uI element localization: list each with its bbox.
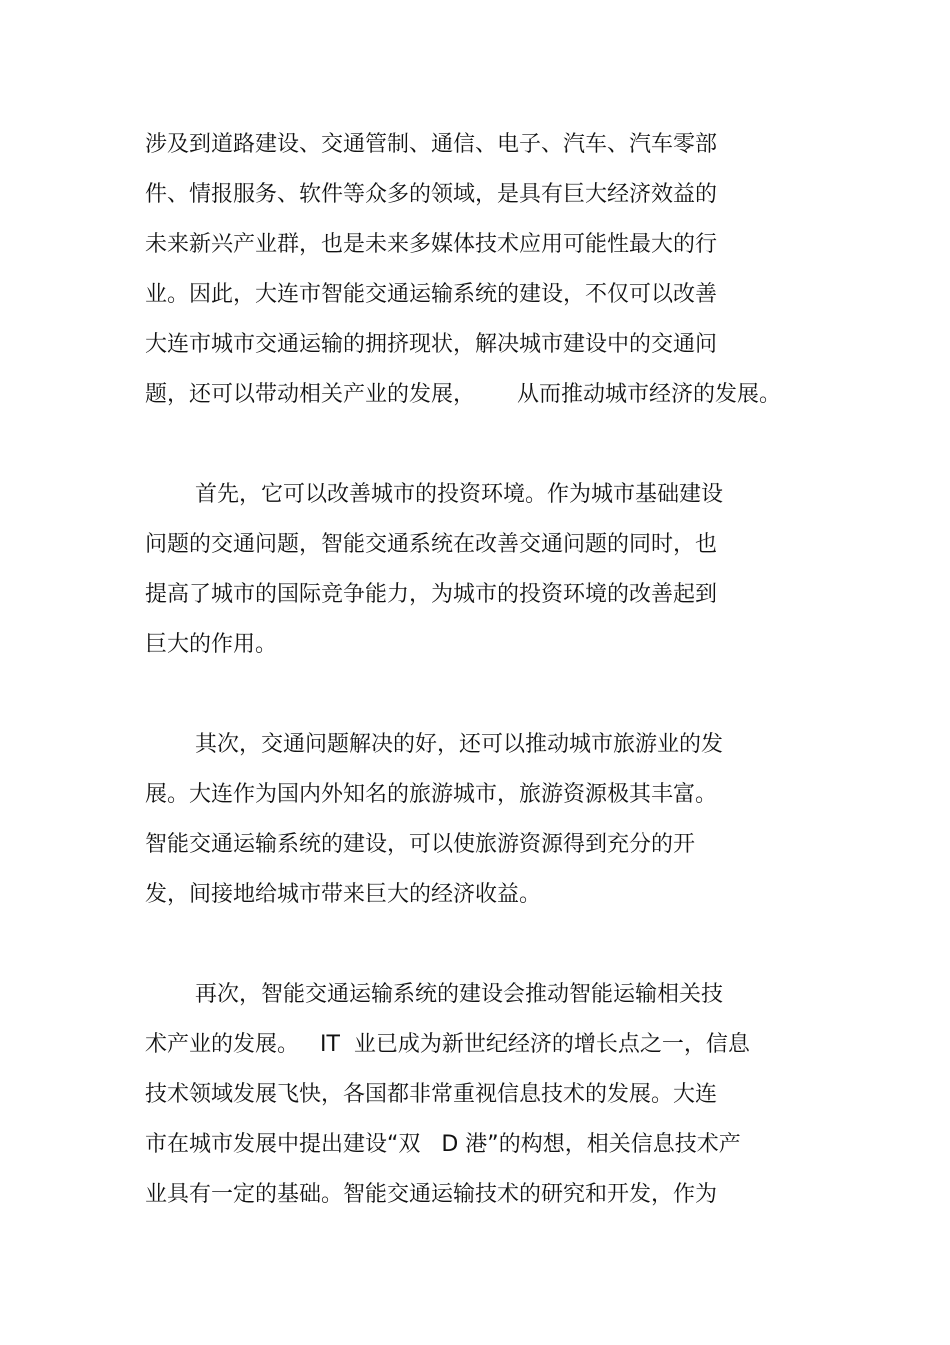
text-line: 术产业的发展。 IT 业已成为新世纪经济的增长点之一，信息 xyxy=(145,1032,750,1057)
text-line: 技术领域发展飞快，各国都非常重视信息技术的发展。大连 xyxy=(145,1082,718,1107)
text-line: 件、情报服务、软件等众多的领域，是具有巨大经济效益的 xyxy=(145,182,718,207)
text-line: 未来新兴产业群，也是未来多媒体技术应用可能性最大的行 xyxy=(145,232,718,257)
text-line: 首先，它可以改善城市的投资环境。作为城市基础建设 xyxy=(195,482,724,507)
text-line: 巨大的作用。 xyxy=(145,632,278,657)
text-line: 发，间接地给城市带来巨大的经济收益。 xyxy=(145,882,542,907)
text-line: 题，还可以带动相关产业的发展， 从而推动城市经济的发展。 xyxy=(145,382,781,407)
text-line: 智能交通运输系统的建设，可以使旅游资源得到充分的开 xyxy=(145,832,696,857)
text-line: 涉及到道路建设、交通管制、通信、电子、汽车、汽车零部 xyxy=(145,132,718,157)
text-line: 业具有一定的基础。智能交通运输技术的研究和开发，作为 xyxy=(145,1182,718,1207)
text-line: 业。因此，大连市智能交通运输系统的建设，不仅可以改善 xyxy=(145,282,718,307)
text-line: 再次，智能交通运输系统的建设会推动智能运输相关技 xyxy=(195,982,724,1007)
text-line: 市在城市发展中提出建设“双 D 港”的构想，相关信息技术产 xyxy=(145,1132,741,1157)
text-line: 提高了城市的国际竞争能力，为城市的投资环境的改善起到 xyxy=(145,582,718,607)
text-line: 其次，交通问题解决的好，还可以推动城市旅游业的发 xyxy=(195,732,724,757)
text-line: 问题的交通问题，智能交通系统在改善交通问题的同时，也 xyxy=(145,532,718,557)
text-line: 大连市城市交通运输的拥挤现状，解决城市建设中的交通问 xyxy=(145,332,718,357)
text-line: 展。大连作为国内外知名的旅游城市，旅游资源极其丰富。 xyxy=(145,782,718,807)
